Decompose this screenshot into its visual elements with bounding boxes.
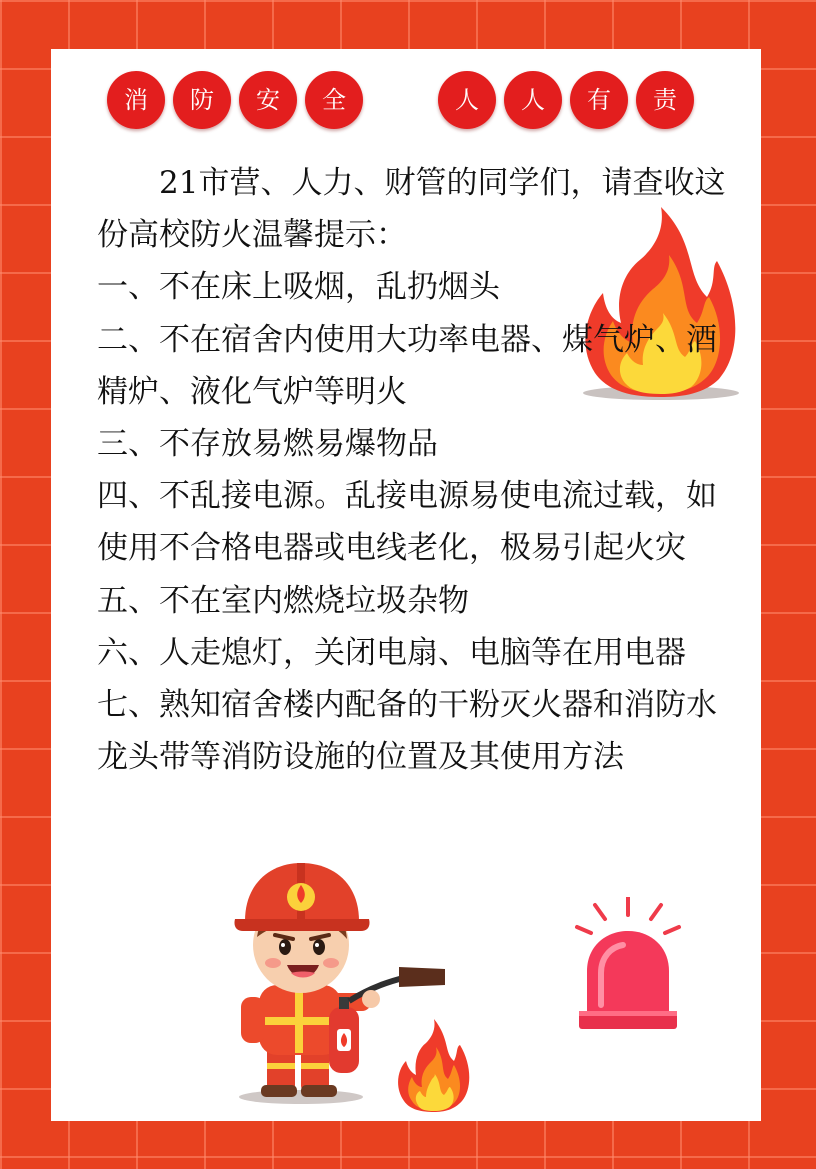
title-char: 人: [504, 71, 562, 129]
tip-item: 一、不在床上吸烟，乱扔烟头: [97, 269, 500, 306]
title-char: 责: [636, 71, 694, 129]
tip-item: 四、不乱接电源。乱接电源易使电流过载，如使用不合格电器或电线老化，极易引起火灾: [97, 478, 717, 567]
tip-item: 六、人走熄灯，关闭电扇、电脑等在用电器: [97, 634, 686, 671]
tip-item: 七、熟知宿舍楼内配备的干粉灭火器和消防水龙头带等消防设施的位置及其使用方法: [97, 687, 717, 776]
title-char: 人: [438, 71, 496, 129]
tip-item: 五、不在室内燃烧垃圾杂物: [97, 582, 469, 619]
title-char: 消: [107, 71, 165, 129]
tip-item: 三、不存放易燃易爆物品: [97, 426, 438, 463]
notice-card: [51, 49, 761, 1121]
alarm-light-icon: [573, 897, 683, 1031]
notice-body: [97, 157, 727, 783]
title-banner: [51, 71, 761, 133]
intro-paragraph: 21市营、人力、财管的同学们，请查收这份高校防火温馨提示：: [97, 165, 726, 254]
tip-item: 二、不在宿舍内使用大功率电器、煤气炉、酒精炉、液化气炉等明火: [97, 321, 717, 410]
title-char: 防: [173, 71, 231, 129]
title-char: 安: [239, 71, 297, 129]
flame-icon: [396, 1017, 472, 1113]
title-char: 有: [570, 71, 628, 129]
title-char: 全: [305, 71, 363, 129]
